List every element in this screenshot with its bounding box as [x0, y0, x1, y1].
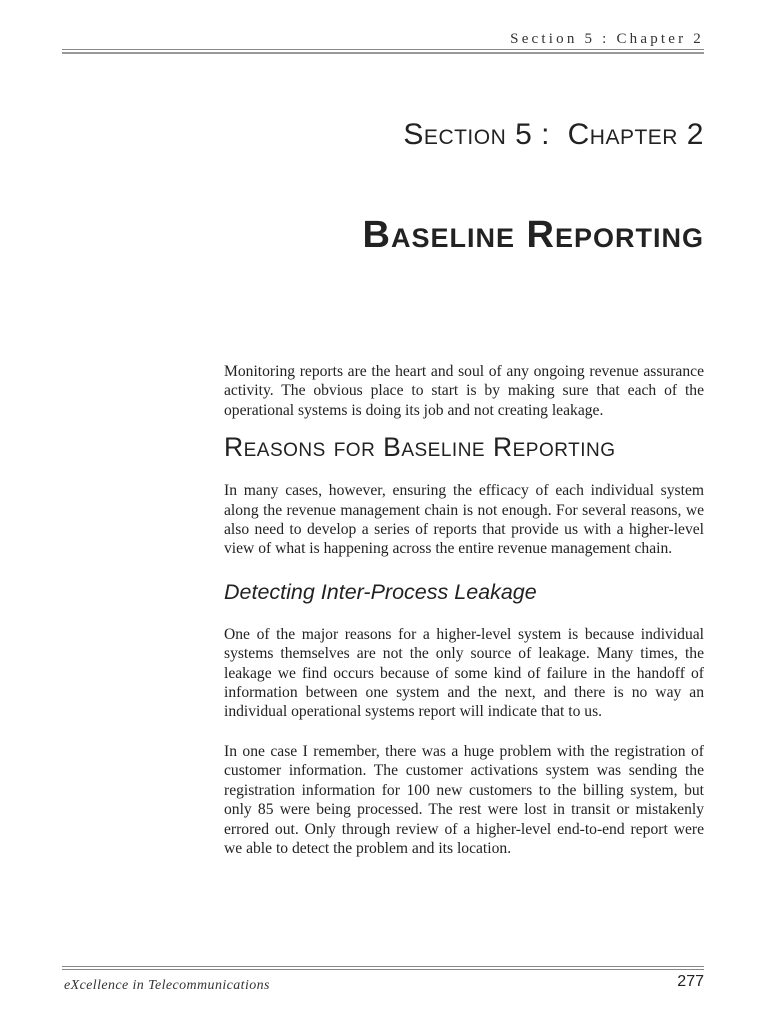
running-head: Section 5 : Chapter 2: [510, 31, 704, 47]
page-number: 277: [677, 973, 704, 990]
intro-paragraph: Monitoring reports are the heart and soul of any ongoing revenue assurance activity. The obvious place to start is by making sure that each of the operational systems is doing its job and not creating leakage.: [224, 363, 704, 419]
footer-rule-bottom: [62, 969, 704, 970]
section-heading-reasons: Reasons for Baseline Reporting: [224, 432, 616, 463]
header-rule-bottom: [62, 52, 704, 54]
main-content: [224, 362, 704, 858]
header-rule-top: [62, 49, 704, 50]
reasons-paragraph: In many cases, however, ensuring the efficacy of each individual system along the revenue management chain is not enough. For several reasons, we also need to develop a series of reports that provide us with a higher-level view of what is happening across the entire revenue management chain.: [224, 482, 704, 558]
chapter-title: Baseline Reporting: [362, 214, 704, 256]
subheading-detecting: Detecting Inter-Process Leakage: [224, 579, 537, 604]
footer-rule-top: [62, 966, 704, 967]
detecting-paragraph-2: In one case I remember, there was a huge problem with the registration of customer information. The customer activations system was sending the registration information for 100 new customers to the billing system, but only 85 were being processed. The rest were lost in transit or mistakenly errored out. Only through review of a higher-level end-to-end report were we able to detect the problem and its location.: [224, 742, 704, 857]
section-heading: Section 5 : Chapter 2: [403, 118, 704, 151]
footer-publication: eXcellence in Telecommunications: [64, 978, 270, 993]
detecting-paragraph-1: One of the major reasons for a higher-level system is because individual systems themselves are not the only source of leakage. Many times, the leakage we find occurs because of some kind of failure in the handoff of information between one system and the next, and there is no way an individual operational systems report will indicate that to us.: [224, 625, 704, 721]
